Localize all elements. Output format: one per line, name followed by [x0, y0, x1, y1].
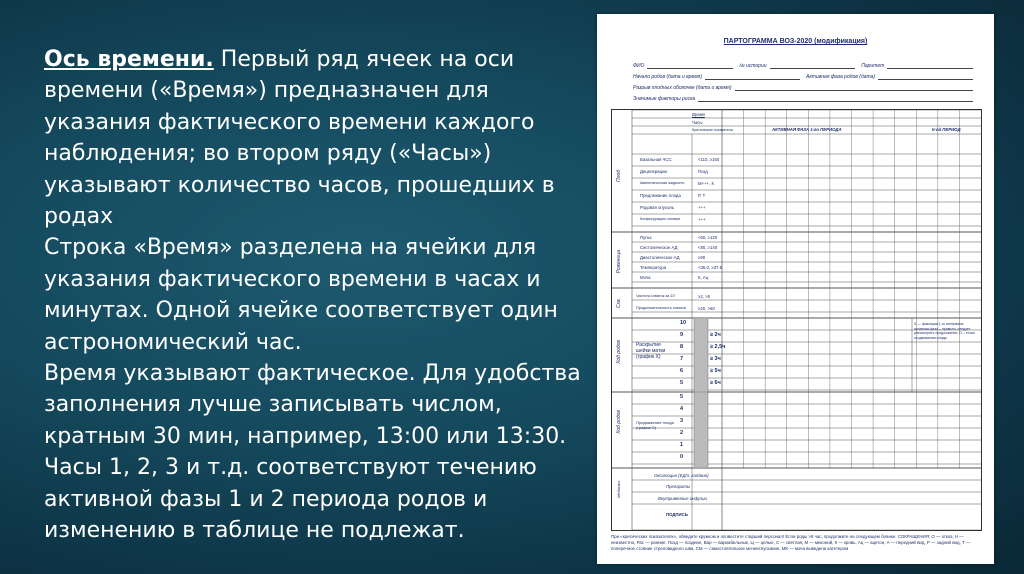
axis-hours-label: Часы	[692, 120, 703, 125]
descent-scale-value: 3	[680, 418, 684, 424]
row-temp: Температура	[640, 265, 667, 270]
cervix-scale-value: 10	[680, 320, 687, 326]
crit-caput: +++	[698, 205, 706, 210]
axis-active-phase: АКТИВНАЯ ФАЗА 1-го ПЕРИОДА	[772, 127, 842, 132]
paragraph-3: Время указывают фактическое. Для удобства заполнения лучше записывать числом, кратным 30 мин, например, 13:00 или 13:30. Часы 1, 2, 3 и т.д. соответствуют течению активной фазы 1 и 2 периода родов и изменению в таблице не подлежат.	[44, 361, 581, 544]
crit-baseline-hr: <110, ≥160	[698, 157, 720, 162]
footer-note: При «критических показателях», обведите кружком и оповестите старший персонал! Если роды >8 час, продолжите на следующем бланке. СОКРАЩЕНИЯ: О — отказ, Н — неизвестно, Рас — ранние, Позд — поздние, Вар — вариабельные, Ц — целые, С — светлая, М — меконий, К — кровь, Ац — ацетон, А — передний вид, Р — задний вид, Т — поперечное стояние стреловидного шва, СМ — самостоятельное мочеиспускание, МК — моча выведена катетером	[611, 534, 971, 551]
row-urine: Моча	[640, 275, 651, 280]
row-freq: Частота схваток за 10'	[636, 294, 676, 298]
row-pulse: Пульс	[640, 235, 653, 240]
section-fetus: Плод	[616, 170, 622, 182]
row-cervix: Раскрытие шейки матки (график Х)	[636, 342, 666, 360]
descent-scale-value: 2	[680, 430, 684, 436]
cervix-scale-value: 8	[680, 344, 684, 350]
row-decel: Децелерации	[640, 169, 667, 174]
field-active-phase: Активная фаза родов (дата)	[805, 74, 876, 80]
row-caput: Родовая опухоль	[640, 205, 675, 210]
descent-scale-value: 4	[680, 406, 684, 412]
section-progress-cervix: Ход родов	[616, 340, 622, 364]
row-diastolic: Диастолическое АД	[640, 255, 680, 260]
axis-time-label: Время	[692, 112, 705, 117]
cervix-critical-value: ≥ 5ч	[710, 368, 721, 374]
row-duration: Продолжительность схваток	[636, 306, 687, 310]
axis-critical-label: Критические показатели	[692, 128, 733, 132]
field-risk: Значимые факторы риска	[633, 96, 696, 102]
section-progress-descent: Ход родов	[616, 410, 622, 434]
crit-duration: ≥20, >60	[698, 306, 715, 311]
field-membranes: Разрыв плодных оболочек (дата и время)	[633, 85, 732, 91]
crit-amniotic: M+++, К	[698, 181, 714, 186]
row-oxytocin: Окситоцин (ЕД/л, кап/мин)	[654, 473, 709, 478]
row-moulding: Конфигурация головки	[640, 217, 681, 221]
crit-moulding: +++	[698, 217, 706, 222]
crit-pulse: <60, ≥120	[698, 235, 718, 240]
cervix-critical-value: ≥ 2ч	[710, 332, 721, 338]
cervix-scale-value: 6	[680, 368, 684, 374]
header-fields	[633, 58, 973, 102]
crit-freq: ≥2, >5	[698, 294, 711, 299]
section-heading: Ось времени.	[44, 47, 214, 72]
cervix-scale-value: 9	[680, 332, 684, 338]
row-baseline-hr: Базальная ЧСС	[640, 157, 672, 162]
row-iv: Внутривенные инфузии	[658, 496, 707, 501]
crit-urine: К, Ац	[698, 275, 709, 280]
slide-text	[44, 44, 584, 547]
grid-lines	[612, 110, 981, 530]
field-history: № истории	[739, 63, 767, 69]
row-amniotic: Амниотическая жидкость	[640, 181, 685, 185]
cervix-critical-value: ≥ 6ч	[710, 380, 721, 386]
section-mother: Роженица	[616, 250, 622, 274]
row-systolic: Систолическое АД	[640, 245, 678, 250]
paragraph-2: Строка «Время» разделена на ячейки для указания фактического времени в часах и минутах. Одной ячейке соответствует один астрономический час.	[44, 235, 558, 355]
side-note: X — фиксация 1-го интервала; активная фаза – правило; следует рассмотреть продолжение; О – точка продвижения плода.	[914, 322, 975, 340]
row-descent: Продвижение плода (график О)	[636, 420, 674, 430]
field-parity: Паритет	[861, 63, 885, 69]
field-fio: ФИО	[633, 63, 645, 69]
partogram-grid	[611, 109, 982, 531]
crit-temp: <35.0, ≥37.5	[698, 265, 722, 270]
partogram-document	[597, 14, 994, 564]
descent-scale-value: 0	[680, 454, 684, 460]
row-drugs: Препараты	[666, 484, 691, 489]
cervix-critical-value: ≥ 2,5ч	[710, 344, 726, 350]
crit-systolic: <80, ≥140	[698, 245, 718, 250]
section-meds: Медикам.	[616, 480, 621, 498]
axis-second-period: II-ой ПЕРИОД	[932, 127, 961, 132]
document-title: ПАРТОГРАММА ВОЗ-2020 (модификация)	[723, 38, 868, 45]
crit-decel: Позд	[698, 169, 708, 174]
paragraph-1	[44, 44, 584, 232]
cervix-scale-value: 5	[680, 380, 684, 386]
row-signature: ПОДПИСЬ	[666, 512, 688, 517]
crit-diastolic: ≥90	[698, 255, 706, 260]
paragraph-1-body: Первый ряд ячеек на оси времени («Время») предназначен для указания фактического времени каждого наблюдения; во втором ряду («Часы») указывают количество часов, прошедших в родах	[44, 47, 555, 230]
descent-scale-value: 5	[680, 394, 684, 400]
field-labor-start: Начало родов (дата и время)	[633, 74, 703, 80]
section-contractions: Схв.	[616, 298, 622, 309]
row-presentation: Предлежание плода	[640, 193, 681, 198]
cervix-critical-value: ≥ 3ч	[710, 356, 721, 362]
cervix-scale-value: 7	[680, 356, 684, 362]
crit-presentation: P, T	[698, 193, 706, 198]
descent-scale-value: 1	[680, 442, 684, 448]
